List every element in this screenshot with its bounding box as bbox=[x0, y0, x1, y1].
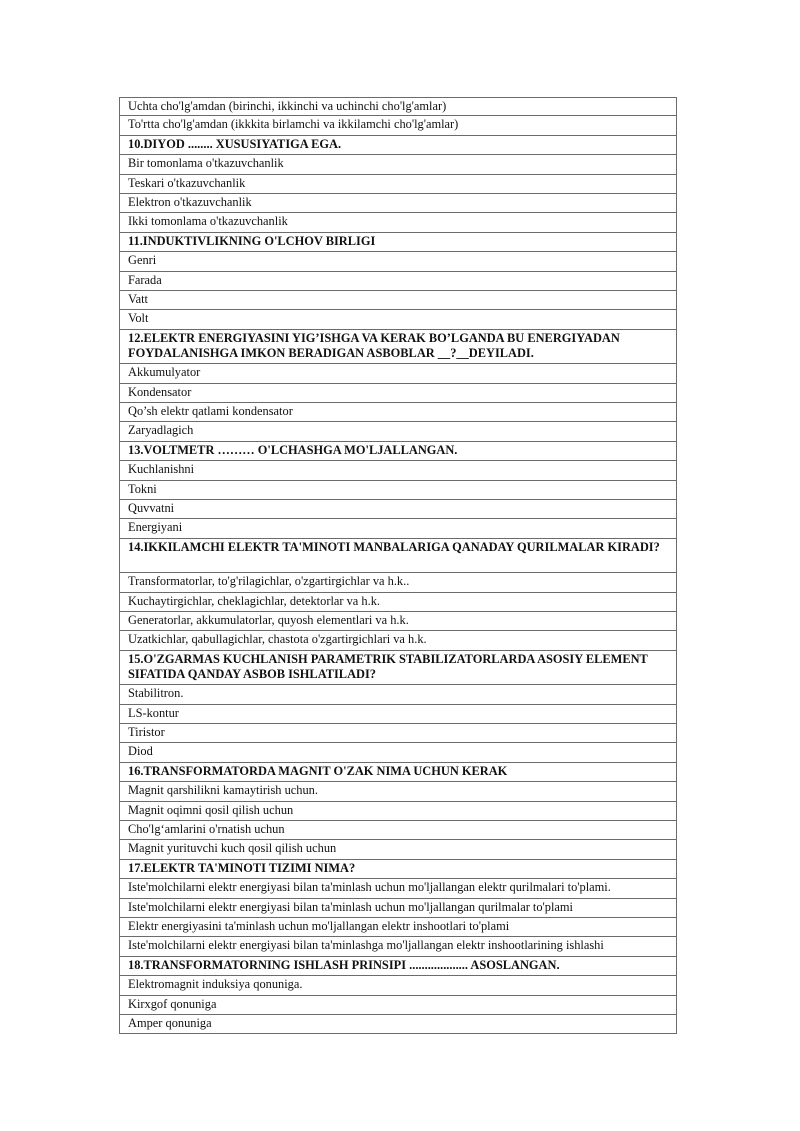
question-heading: 13.VOLTMETR ……… O'LCHASHGA MO'LJALLANGAN. bbox=[119, 442, 677, 461]
question-heading: 15.O'ZGARMAS KUCHLANISH PARAMETRIK STABILIZATORLARDA ASOSIY ELEMENT SIFATIDA QANDAY ASBOB ISHLATILADI? bbox=[119, 651, 677, 686]
answer-option: Elektr energiyasini ta'minlash uchun mo'ljallangan elektr inshootlari to'plami bbox=[119, 918, 677, 937]
question-heading: 10.DIYOD ........ XUSUSIYATIGA EGA. bbox=[119, 136, 677, 155]
answer-option: Zaryadlagich bbox=[119, 422, 677, 441]
question-heading: 16.TRANSFORMATORDA MAGNIT O'ZAK NIMA UCHUN KERAK bbox=[119, 763, 677, 782]
answer-option: Magnit qarshilikni kamaytirish uchun. bbox=[119, 782, 677, 801]
answer-option: Iste'molchilarni elektr energiyasi bilan ta'minlash uchun mo'ljallangan qurilmalar to'plami bbox=[119, 899, 677, 918]
answer-option: Iste'molchilarni elektr energiyasi bilan ta'minlash uchun mo'ljallangan elektr qurilmalari to'plami. bbox=[119, 879, 677, 898]
answer-option: Magnit oqimni qosil qilish uchun bbox=[119, 802, 677, 821]
answer-option: Qo’sh elektr qatlami kondensator bbox=[119, 403, 677, 422]
answer-option: To'rtta cho'lg'amdan (ikkkita birlamchi va ikkilamchi cho'lg'amlar) bbox=[119, 116, 677, 135]
answer-option: Kuchlanishni bbox=[119, 461, 677, 480]
answer-option: Quvvatni bbox=[119, 500, 677, 519]
question-heading: 14.IKKILAMCHI ELEKTR TA'MINOTI MANBALARIGA QANADAY QURILMALAR KIRADI? bbox=[119, 539, 677, 574]
question-heading: 17.ELEKTR TA'MINOTI TIZIMI NIMA? bbox=[119, 860, 677, 879]
question-heading: 18.TRANSFORMATORNING ISHLASH PRINSIPI ................... ASOSLANGAN. bbox=[119, 957, 677, 976]
answer-option: Magnit yurituvchi kuch qosil qilish uchun bbox=[119, 840, 677, 859]
answer-option: Elektron o'tkazuvchanlik bbox=[119, 194, 677, 213]
quiz-table bbox=[119, 97, 677, 1034]
question-heading: 12.ELEKTR ENERGIYASINI YIG’ISHGA VA KERAK BO’LGANDA BU ENERGIYADAN FOYDALANISHGA IMKON BERADIGAN ASBOBLAR __?__DEYILADI. bbox=[119, 330, 677, 365]
answer-option: Iste'molchilarni elektr energiyasi bilan ta'minlashga mo'ljallangan elektr inshootlarining ishlashi bbox=[119, 937, 677, 956]
answer-option: Volt bbox=[119, 310, 677, 329]
answer-option: Diod bbox=[119, 743, 677, 762]
answer-option: Teskari o'tkazuvchanlik bbox=[119, 175, 677, 194]
answer-option: Amper qonuniga bbox=[119, 1015, 677, 1034]
answer-option: Uzatkichlar, qabullagichlar, chastota o'zgartirgichlari va h.k. bbox=[119, 631, 677, 650]
answer-option: Ikki tomonlama o'tkazuvchanlik bbox=[119, 213, 677, 232]
answer-option: Cho'lg‘amlarini o'rnatish uchun bbox=[119, 821, 677, 840]
answer-option: Generatorlar, akkumulatorlar, quyosh elementlari va h.k. bbox=[119, 612, 677, 631]
answer-option: Tiristor bbox=[119, 724, 677, 743]
answer-option: Elektromagnit induksiya qonuniga. bbox=[119, 976, 677, 995]
answer-option: Kuchaytirgichlar, cheklagichlar, detektorlar va h.k. bbox=[119, 593, 677, 612]
answer-option: Kirxgof qonuniga bbox=[119, 996, 677, 1015]
question-heading: 11.INDUKTIVLIKNING O'LCHOV BIRLIGI bbox=[119, 233, 677, 252]
answer-option: Energiyani bbox=[119, 519, 677, 538]
answer-option: Stabilitron. bbox=[119, 685, 677, 704]
answer-option: Genri bbox=[119, 252, 677, 271]
answer-option: Transformatorlar, to'g'rilagichlar, o'zgartirgichlar va h.k.. bbox=[119, 573, 677, 592]
answer-option: Kondensator bbox=[119, 384, 677, 403]
answer-option: Vatt bbox=[119, 291, 677, 310]
answer-option: Bir tomonlama o'tkazuvchanlik bbox=[119, 155, 677, 174]
answer-option: Akkumulyator bbox=[119, 364, 677, 383]
answer-option: Tokni bbox=[119, 481, 677, 500]
answer-option: Farada bbox=[119, 272, 677, 291]
answer-option: LS-kontur bbox=[119, 705, 677, 724]
answer-option: Uchta cho'lg'amdan (birinchi, ikkinchi va uchinchi cho'lg'amlar) bbox=[119, 97, 677, 116]
